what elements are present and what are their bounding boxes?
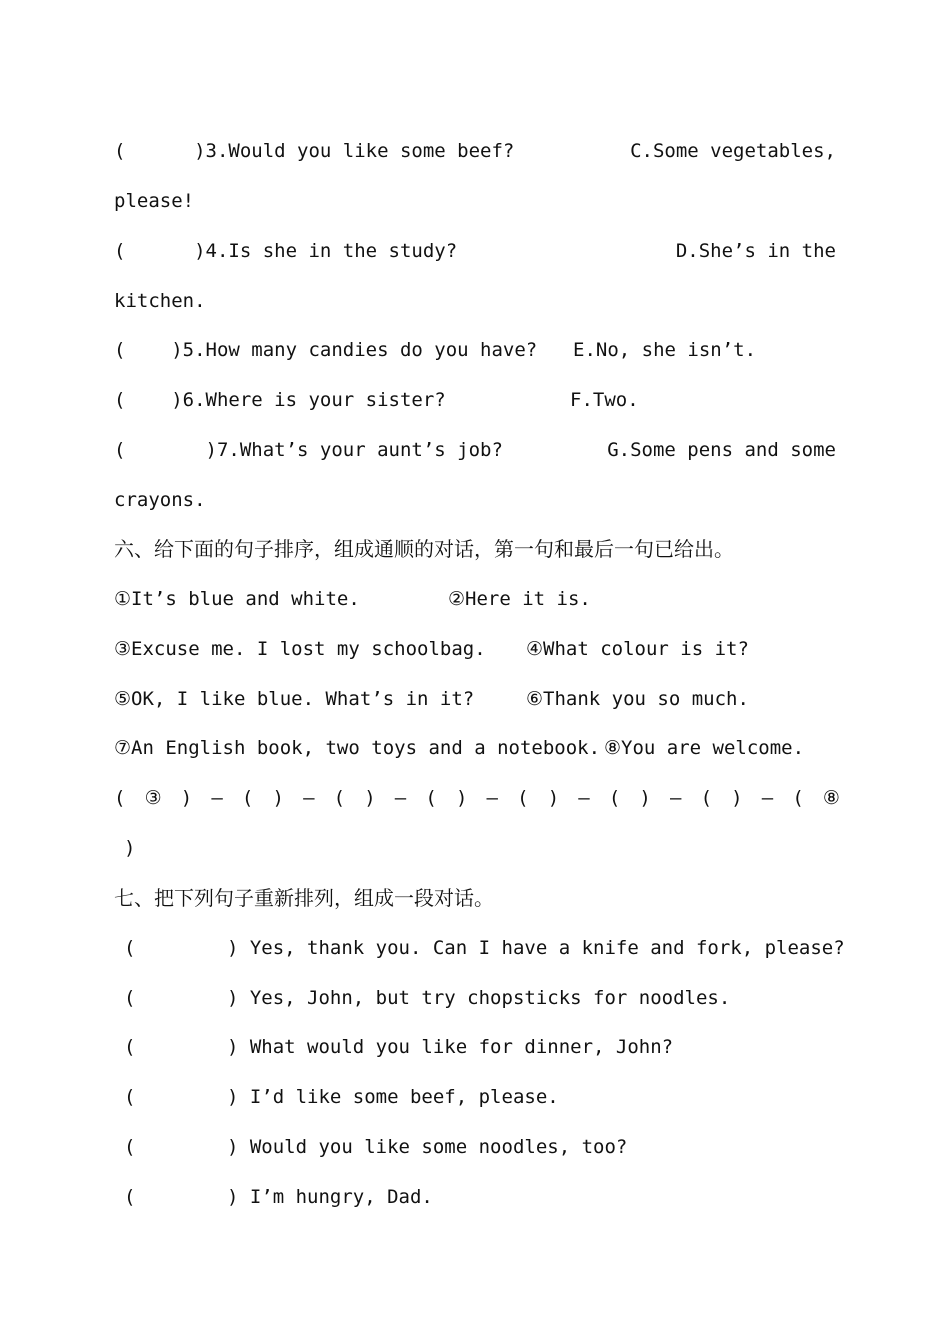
match-item-3: [114, 137, 836, 165]
section-7-heading: 七、把下列句子重新排列，组成一段对话。: [114, 886, 494, 910]
match-item-5: ( )5.How many candies do you have?: [114, 339, 538, 361]
sentence-6: ⑥Thank you so much.: [526, 688, 749, 710]
match-answer: C.Some vegetables,: [630, 140, 836, 162]
match-answer-wrap: kitchen.: [114, 290, 206, 312]
match-item-6: ( )6.Where is your sister?: [114, 389, 446, 411]
dialogue-line: ( ) Yes, thank you. Can I have a knife and fork, please?: [124, 937, 845, 959]
match-answer-wrap: crayons.: [114, 489, 206, 511]
dialogue-line: ( ) I’d like some beef, please.: [124, 1086, 559, 1108]
match-answer: E.No, she isn’t.: [573, 339, 757, 361]
match-answer: F.Two.: [570, 389, 639, 411]
match-answer-wrap: please!: [114, 190, 195, 212]
match-question: ( )7.What’s your aunt’s job?: [114, 439, 503, 461]
sentence-7: ⑦An English book, two toys and a notebook.: [114, 737, 601, 759]
dialogue-line: ( ) Would you like some noodles, too?: [124, 1136, 628, 1158]
order-sequence-end: ): [124, 837, 136, 859]
sentence-1: ①It’s blue and white.: [114, 588, 360, 610]
match-question: ( )3.Would you like some beef?: [114, 140, 515, 162]
dialogue-line: ( ) I’m hungry, Dad.: [124, 1186, 433, 1208]
match-answer: D.She’s in the: [675, 240, 836, 262]
match-item-4: [114, 237, 836, 265]
sentence-5: ⑤OK, I like blue. What’s in it?: [114, 688, 475, 710]
dialogue-line: ( ) What would you like for dinner, John?: [124, 1036, 674, 1058]
sentence-4: ④What colour is it?: [526, 638, 749, 660]
match-item-7: [114, 436, 836, 464]
sentence-8: ⑧You are welcome.: [604, 737, 805, 759]
match-answer: G.Some pens and some: [607, 439, 836, 461]
sentence-3: ③Excuse me. I lost my schoolbag.: [114, 638, 486, 660]
sentence-2: ②Here it is.: [448, 588, 591, 610]
section-6-heading: 六、给下面的句子排序，组成通顺的对话，第一句和最后一句已给出。: [114, 537, 734, 561]
match-question: ( )4.Is she in the study?: [114, 240, 458, 262]
dialogue-line: ( ) Yes, John, but try chopsticks for noodles.: [124, 987, 731, 1009]
order-sequence: ( ③ ) — ( ) — ( ) — ( ) — ( ) — ( ) — ( ) — ( ⑧: [114, 787, 840, 809]
